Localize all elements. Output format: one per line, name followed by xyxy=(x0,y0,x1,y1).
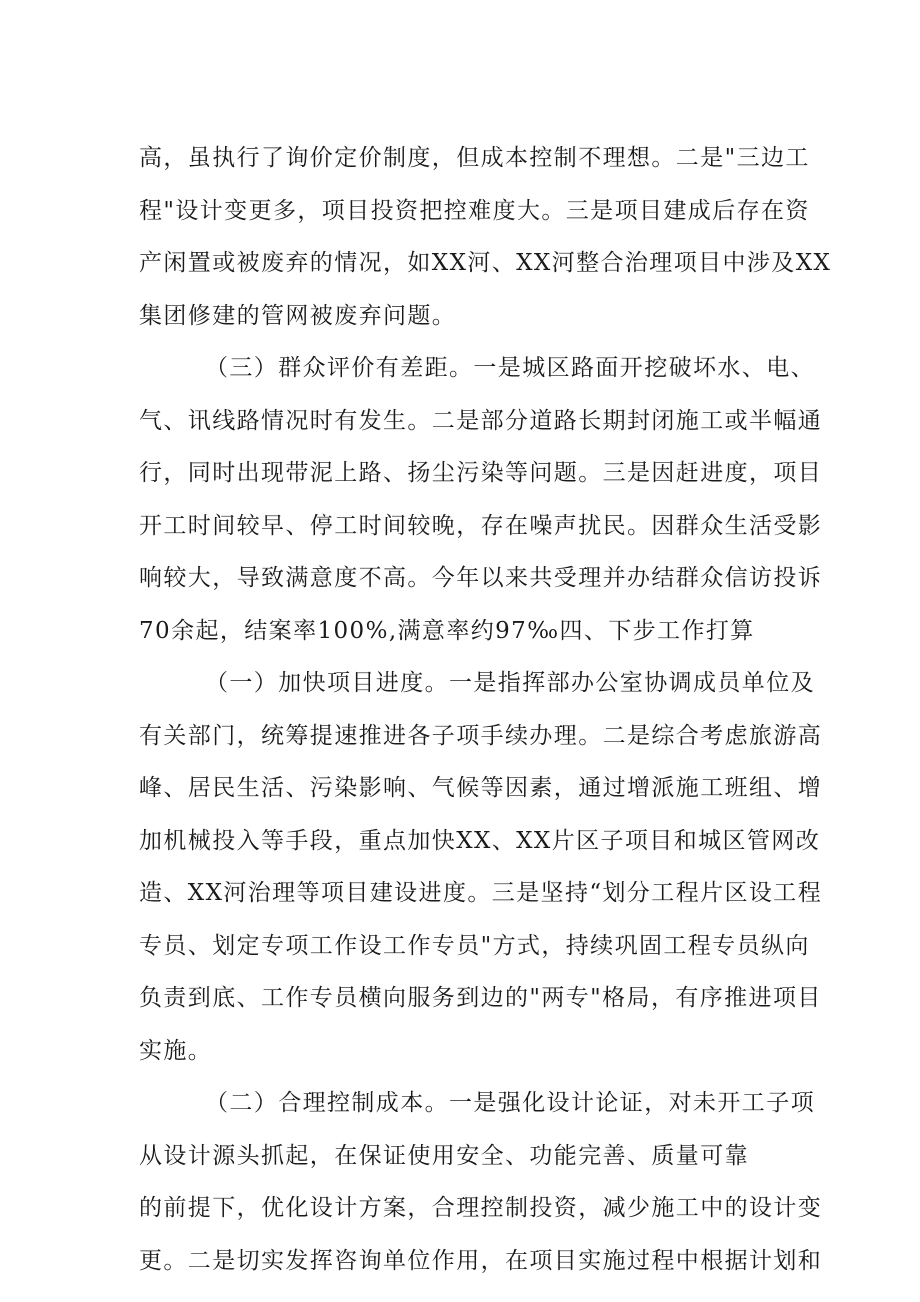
paragraph-line: 更。二是切实发挥咨询单位作用，在项目实施过程中根据计划和 xyxy=(139,1248,823,1274)
paragraph-line: 造、XX河治理等项目建设进度。三是坚持“划分工程片区设工程 xyxy=(139,880,823,906)
paragraph-line: 集团修建的管网被废弃问题。 xyxy=(139,303,457,329)
paragraph-line: 有关部门，统筹提速推进各子项手续办理。二是综合考虑旅游高 xyxy=(139,723,823,749)
paragraph-line: 70余起，结案率100%,满意率约97‰四、下步工作打算 xyxy=(139,618,755,644)
paragraph-line: 峰、居民生活、污染影响、气候等因素，通过增派施工班组、增 xyxy=(139,775,823,801)
paragraph-line: 实施。 xyxy=(139,1038,213,1064)
section-heading-line: （一）加快项目进度。一是指挥部办公室协调成员单位及 xyxy=(205,670,815,696)
section-heading-line: （二）合理控制成本。一是强化设计论证，对未开工子项 xyxy=(205,1090,815,1116)
paragraph-line: 加机械投入等手段，重点加快XX、XX片区子项目和城区管网改 xyxy=(139,828,821,854)
paragraph-line: 专员、划定专项工作设工作专员"方式，持续巩固工程专员纵向 xyxy=(139,933,810,959)
paragraph-line: 高，虽执行了询价定价制度，但成本控制不理想。二是"三边工 xyxy=(139,145,810,171)
paragraph-line: 的前提下，优化设计方案，合理控制投资，减少施工中的设计变 xyxy=(139,1195,823,1221)
paragraph-line: 响较大，导致满意度不高。今年以来共受理并办结群众信访投诉 xyxy=(139,565,823,591)
paragraph-line: 负责到底、工作专员横向服务到边的"两专"格局，有序推进项目 xyxy=(139,985,822,1011)
paragraph-line: 开工时间较早、停工时间较晚，存在噪声扰民。因群众生活受影 xyxy=(139,513,823,539)
paragraph-line: 从设计源头抓起，在保证使用安全、功能完善、质量可靠 xyxy=(139,1143,749,1169)
paragraph-line: 程"设计变更多，项目投资把控难度大。三是项目建成后存在资 xyxy=(139,198,810,224)
paragraph-line: 气、讯线路情况时有发生。二是部分道路长期封闭施工或半幅通 xyxy=(139,408,823,434)
section-heading-line: （三）群众评价有差距。一是城区路面开挖破坏水、电、 xyxy=(205,355,815,381)
paragraph-line: 产闲置或被废弃的情况，如XX河、XX河整合治理项目中涉及XX xyxy=(139,250,832,276)
paragraph-line: 行，同时出现带泥上路、扬尘污染等问题。三是因赶进度，项目 xyxy=(139,460,823,486)
